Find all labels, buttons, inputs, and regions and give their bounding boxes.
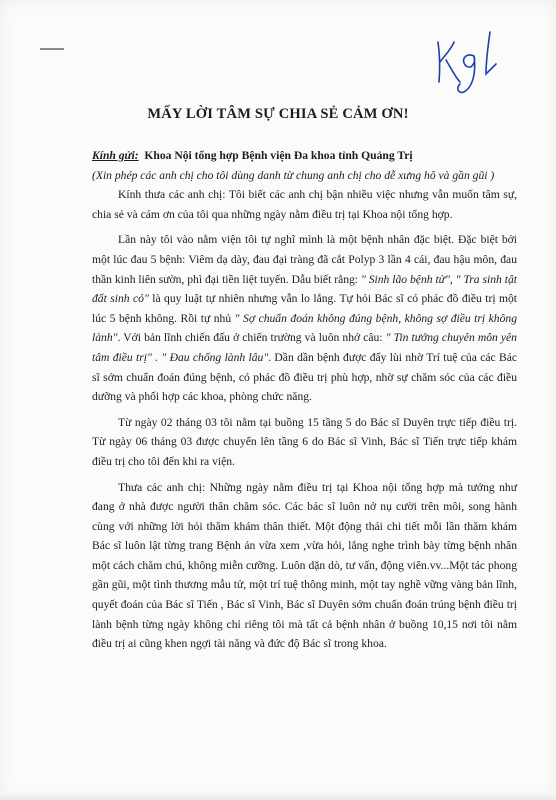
paragraph-4: Thưa các anh chị: Những ngày nằm điều trị tại Khoa nội tổng hợp mà tưởng như đang ở nhà được người thân chăm sóc. Các bác sĩ luôn nở nụ cười trên môi, song hành cùng với những lời hỏi thăm khám thân thiết. Một động thái chi tiết mỗi lần thăm khám Bác sĩ luôn lật từng trang Bệnh án vừa xem ,vừa hỏi, lắng nghe trình bày từng bệnh nhân một cách chăm chú, không miễn cưỡng. Luôn dặn dò, tư vấn, động viên.vv...Một tác phong gần gũi, một tình thương mẫu tử, một trí tuệ thông minh, một tay nghề vững vàng bản lĩnh, quyết đoán của Bác sĩ Tiến , Bác sĩ Vinh, Bác sĩ Duyên sớm chuẩn đoán trúng bệnh điều trị lành bệnh từng ngày không chỉ riêng tôi mà tất cả bệnh nhân ở buồng 10,15 nơi tôi nằm điều trị ai cũng khen ngợi tài năng và đức độ Bác sĩ trong khoa. [92, 480, 517, 651]
paragraph-2-part-a: Lần này tôi vào nằm viện tôi tự nghĩ mình là một bệnh nhân đặc biệt. Đặc biệt bởi một lúc đau 5 bệnh: Viêm dạ dày, đau đại tràng đã cắt Polyp 3 lần 4 cái, đau hậu môn, đau thần kinh liên sườn, phì đại tiền liệt tuyến. Dẫu biết rằng: [92, 233, 517, 286]
salutation-label: Kính gửi: [92, 149, 139, 162]
quote-1: " Sinh lão bệnh tử", " Tra sinh tật đất sinh cỏ" [92, 272, 517, 306]
paragraph-2-part-d: . Dần dần bệnh được đẩy lùi nhờ Trí tuệ của các Bác sĩ sớm chuẩn đoán đúng bệnh, có phác đồ điều trị phù hợp, nhờ sự chăm sóc của các điều dưỡng và phối hợp các khoa, phòng chức năng. [92, 350, 517, 404]
paragraph-1: Kính thưa các anh chị: Tôi biết các anh chị bận nhiều việc nhưng vẫn muốn tâm sự, chia sẻ và cám ơn của tôi qua những ngày nằm điều trị tại Khoa nội tổng hợp. [92, 188, 517, 221]
document-title: MẤY LỜI TÂM SỰ CHIA SẺ CẢM ƠN! [147, 106, 409, 122]
handwritten-initials [430, 22, 510, 94]
paragraph-2-part-b: là quy luật tự nhiên nhưng vẫn lo lắng. Tự hỏi Bác sĩ có phác đồ điều trị một lúc 5 bệnh không. Rồi tự nhủ [92, 292, 518, 325]
letter-body [92, 146, 517, 660]
page-bottom-edge [0, 792, 556, 800]
note-text: (Xin phép các anh chị cho tôi dùng danh từ chung anh chị cho dễ xưng hô và gần gũi ) [92, 168, 495, 182]
paragraph-2-part-c: . Với bản lĩnh chiến đấu ở chiến trường và luôn nhớ câu: [117, 331, 386, 345]
paragraph-3: Từ ngày 02 tháng 03 tôi nằm tại buồng 15 tầng 5 do Bác sĩ Duyên trực tiếp điều trị. Từ ngày 06 tháng 03 được chuyển lên tầng 6 do Bác sĩ Vinh, Bác sĩ Tiến trực tiếp khám điều trị cho tôi đến khi ra viện. [92, 415, 517, 468]
quote-2: " Sợ chuẩn đoán không đúng bệnh, không sợ điều trị không lành" [92, 311, 517, 345]
paragraph-2 [92, 230, 517, 406]
salutation-recipient: Khoa Nội tổng hợp Bệnh viện Đa khoa tỉnh Quảng Trị [144, 149, 413, 162]
quote-3: " Tin tưởng chuyên môn yên tâm điều trị" . " Đau chống lành lâu" [92, 331, 517, 364]
punch-hole-mark [40, 48, 64, 50]
salutation [92, 146, 517, 166]
